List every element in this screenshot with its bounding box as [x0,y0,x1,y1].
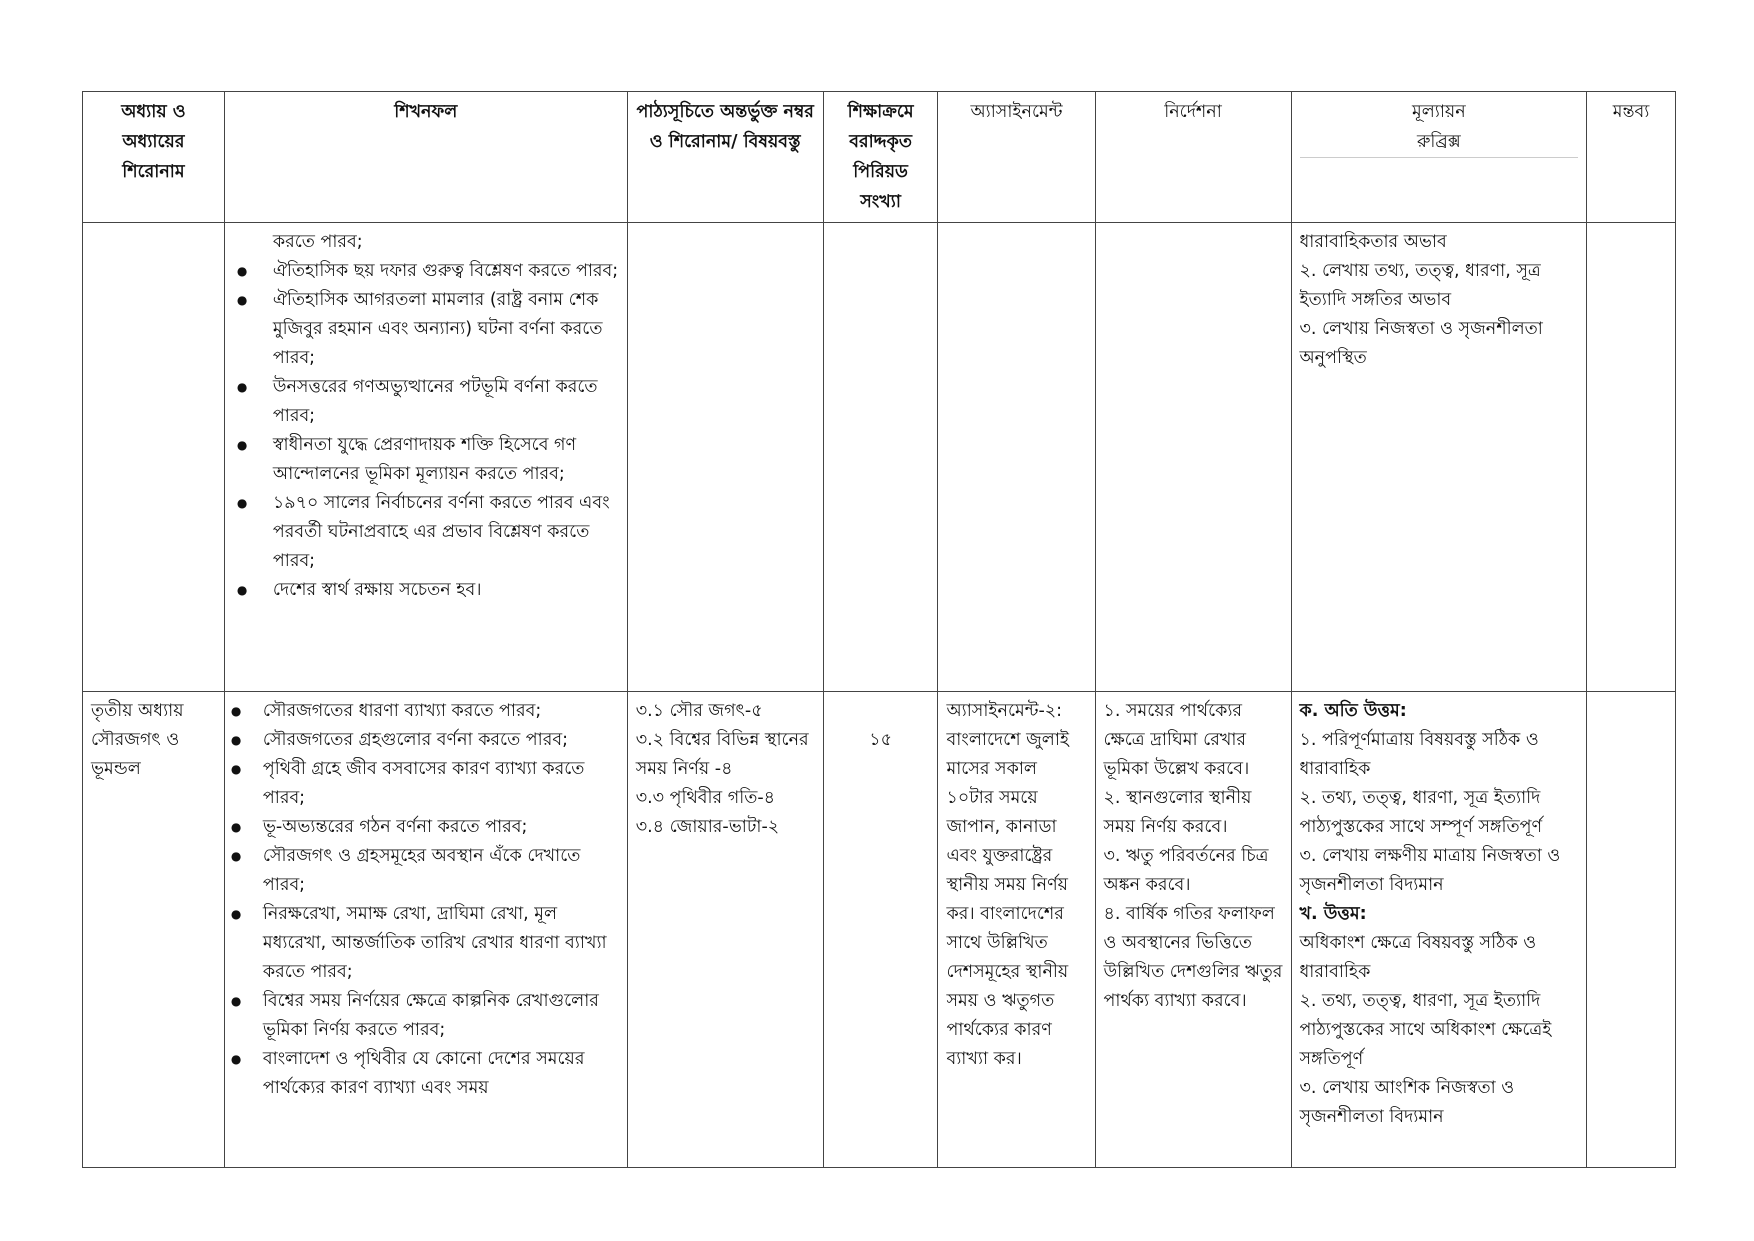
list-item: ● ঐতিহাসিক ছয় দফার গুরুত্ব বিশ্লেষণ করতে পারব; [233,257,619,286]
header-chapter: অধ্যায় ও অধ্যায়ের শিরোনাম [83,92,225,223]
header-rubric-title: রুব্রিক্স [1300,127,1579,158]
guideline-item: ২. স্থানগুলোর স্থানীয় সময় নির্ণয় করবে। [1103,788,1252,837]
syllabus-table [82,91,1676,1168]
header-row [83,92,1676,223]
rubric-line: ২. তথ্য, তত্ত্ব, ধারণা, সূত্র ইত্যাদি পাঠ্যপুস্তকের সাথে অধিকাংশ ক্ষেত্রেই সঙ্গতিপূর্ণ [1299,991,1552,1069]
row1-guideline [1095,223,1291,692]
row1-syllabus [627,223,823,692]
rubric-line: ধারাবাহিকতার অভাব [1299,232,1447,252]
header-periods: শিক্ষাক্রমে বরাদ্দকৃত পিরিয়ড সংখ্যা [823,92,938,223]
rubric-line: ২. লেখায় তথ্য, তত্ত্ব, ধারণা, সূত্র ইত্যাদি সঙ্গতির অভাব [1299,261,1541,310]
syllabus-item: ৩.২ বিশ্বের বিভিন্ন স্থানের সময় নির্ণয় -৪ [635,730,809,779]
syllabus-item: ৩.১ সৌর জগৎ-৫ [635,701,763,721]
syllabus-item: ৩.৩ পৃথিবীর গতি-৪ [635,788,776,808]
rubric-heading: খ. উত্তম: [1299,904,1367,924]
row2-guideline [1095,692,1291,1168]
guideline-item: ৪. বার্ষিক গতির ফলাফল ও অবস্থানের ভিত্তিতে উল্লিখিত দেশগুলির ঋতুর পার্থক্য ব্যাখ্যা করবে। [1103,904,1283,1011]
list-item: ● ভূ-অভ্যন্তরের গঠন বর্ণনা করতে পারব; [233,813,619,842]
list-item: ● বাংলাদেশ ও পৃথিবীর যে কোনো দেশের সময়ের পার্থক্যের কারণ ব্যাখ্যা এবং সময় [233,1045,619,1103]
row2-outcomes [224,692,627,1168]
row1-chapter [83,223,225,692]
table-row [83,223,1676,692]
rubric-heading: ক. অতি উত্তম: [1299,701,1407,721]
rubric-line: ৩. লেখায় আংশিক নিজস্বতা ও সৃজনশীলতা বিদ্যমান [1299,1078,1515,1127]
list-item: ● ঐতিহাসিক আগরতলা মামলার (রাষ্ট্র বনাম শেক মুজিবুর রহমান এবং অন্যান্য) ঘটনা বর্ণনা করতে পারব; [233,286,619,373]
header-outcome: শিখনফল [224,92,627,223]
header-assignment: অ্যাসাইনমেন্ট [938,92,1095,223]
row1-periods [823,223,938,692]
row1-rubric [1291,223,1587,692]
row2-periods: ১৫ [823,692,938,1168]
header-evaluation [1291,92,1587,223]
rubric-line: ৩. লেখায় নিজস্বতা ও সৃজনশীলতা অনুপস্থিত [1299,319,1543,368]
row1-remarks [1587,223,1676,692]
row2-syllabus [627,692,823,1168]
list-item: ● উনসত্তরের গণঅভ্যুত্থানের পটভূমি বর্ণনা করতে পারব; [233,373,619,431]
table-row [83,692,1676,1168]
row1-outcomes [224,223,627,692]
guideline-item: ৩. ঋতু পরিবর্তনের চিত্র অঙ্কন করবে। [1103,846,1269,895]
syllabus-item: ৩.৪ জোয়ার-ভাটা-২ [635,817,780,837]
row2-assignment: অ্যাসাইনমেন্ট-২: বাংলাদেশে জুলাই মাসের সকাল ১০টার সময়ে জাপান, কানাডা এবং যুক্তরাষ্ট্রের স্থানীয় সময় নির্ণয় কর। বাংলাদেশের সাথে উল্লিখিত দেশসমূহের স্থানীয় সময় ও ঋতুগত পার্থক্যের কারণ ব্যাখ্যা কর। [938,692,1095,1168]
header-guideline: নির্দেশনা [1095,92,1291,223]
list-item: ● দেশের স্বার্থ রক্ষায় সচেতন হব। [233,576,619,605]
list-item: ● সৌরজগতের ধারণা ব্যাখ্যা করতে পারব; [233,697,619,726]
row2-remarks [1587,692,1676,1168]
row1-assignment [938,223,1095,692]
rubric-line: ২. তথ্য, তত্ত্ব, ধারণা, সূত্র ইত্যাদি পাঠ্যপুস্তকের সাথে সম্পূর্ণ সঙ্গতিপূর্ণ [1299,788,1543,837]
rubric-line: ৩. লেখায় লক্ষণীয় মাত্রায় নিজস্বতা ও সৃজনশীলতা বিদ্যমান [1299,846,1561,895]
list-item: ● ১৯৭০ সালের নির্বাচনের বর্ণনা করতে পারব এবং পরবর্তী ঘটনাপ্রবাহে এর প্রভাব বিশ্লেষণ করতে পারব; [233,489,619,576]
list-item: ● পৃথিবী গ্রহে জীব বসবাসের কারণ ব্যাখ্যা করতে পারব; [233,755,619,813]
guideline-item: ১. সময়ের পার্থক্যের ক্ষেত্রে দ্রাঘিমা রেখার ভূমিকা উল্লেখ করবে। [1103,701,1250,779]
list-item: ● নিরক্ষরেখা, সমাক্ষ রেখা, দ্রাঘিমা রেখা, মূল মধ্যরেখা, আন্তর্জাতিক তারিখ রেখার ধারণা ব্যাখ্যা করতে পারব; [233,900,619,987]
header-remarks: মন্তব্য [1587,92,1676,223]
list-item: ● সৌরজগতের গ্রহগুলোর বর্ণনা করতে পারব; [233,726,619,755]
header-syllabus: পাঠ্যসূচিতে অন্তর্ভুক্ত নম্বর ও শিরোনাম/ বিষয়বস্তু [627,92,823,223]
rubric-line: ১. পরিপূর্ণমাত্রায় বিষয়বস্তু সঠিক ও ধারাবাহিক [1299,730,1539,779]
rubric-line: অধিকাংশ ক্ষেত্রে বিষয়বস্তু সঠিক ও ধারাবাহিক [1299,933,1537,982]
list-item: ● সৌরজগৎ ও গ্রহসমূহের অবস্থান এঁকে দেখাতে পারব; [233,842,619,900]
row2-chapter: তৃতীয় অধ্যায় সৌরজগৎ ও ভূমন্ডল [83,692,225,1168]
row2-rubric [1291,692,1587,1168]
header-evaluation-title: মূল্যায়ন [1411,102,1466,122]
list-item: ● বিশ্বের সময় নির্ণয়ের ক্ষেত্রে কাল্পনিক রেখাগুলোর ভূমিকা নির্ণয় করতে পারব; [233,987,619,1045]
list-item: ● স্বাধীনতা যুদ্ধে প্রেরণাদায়ক শক্তি হিসেবে গণ আন্দোলনের ভূমিকা মূল্যায়ন করতে পারব; [233,431,619,489]
row1-outcome-lead: করতে পারব; [272,232,363,252]
